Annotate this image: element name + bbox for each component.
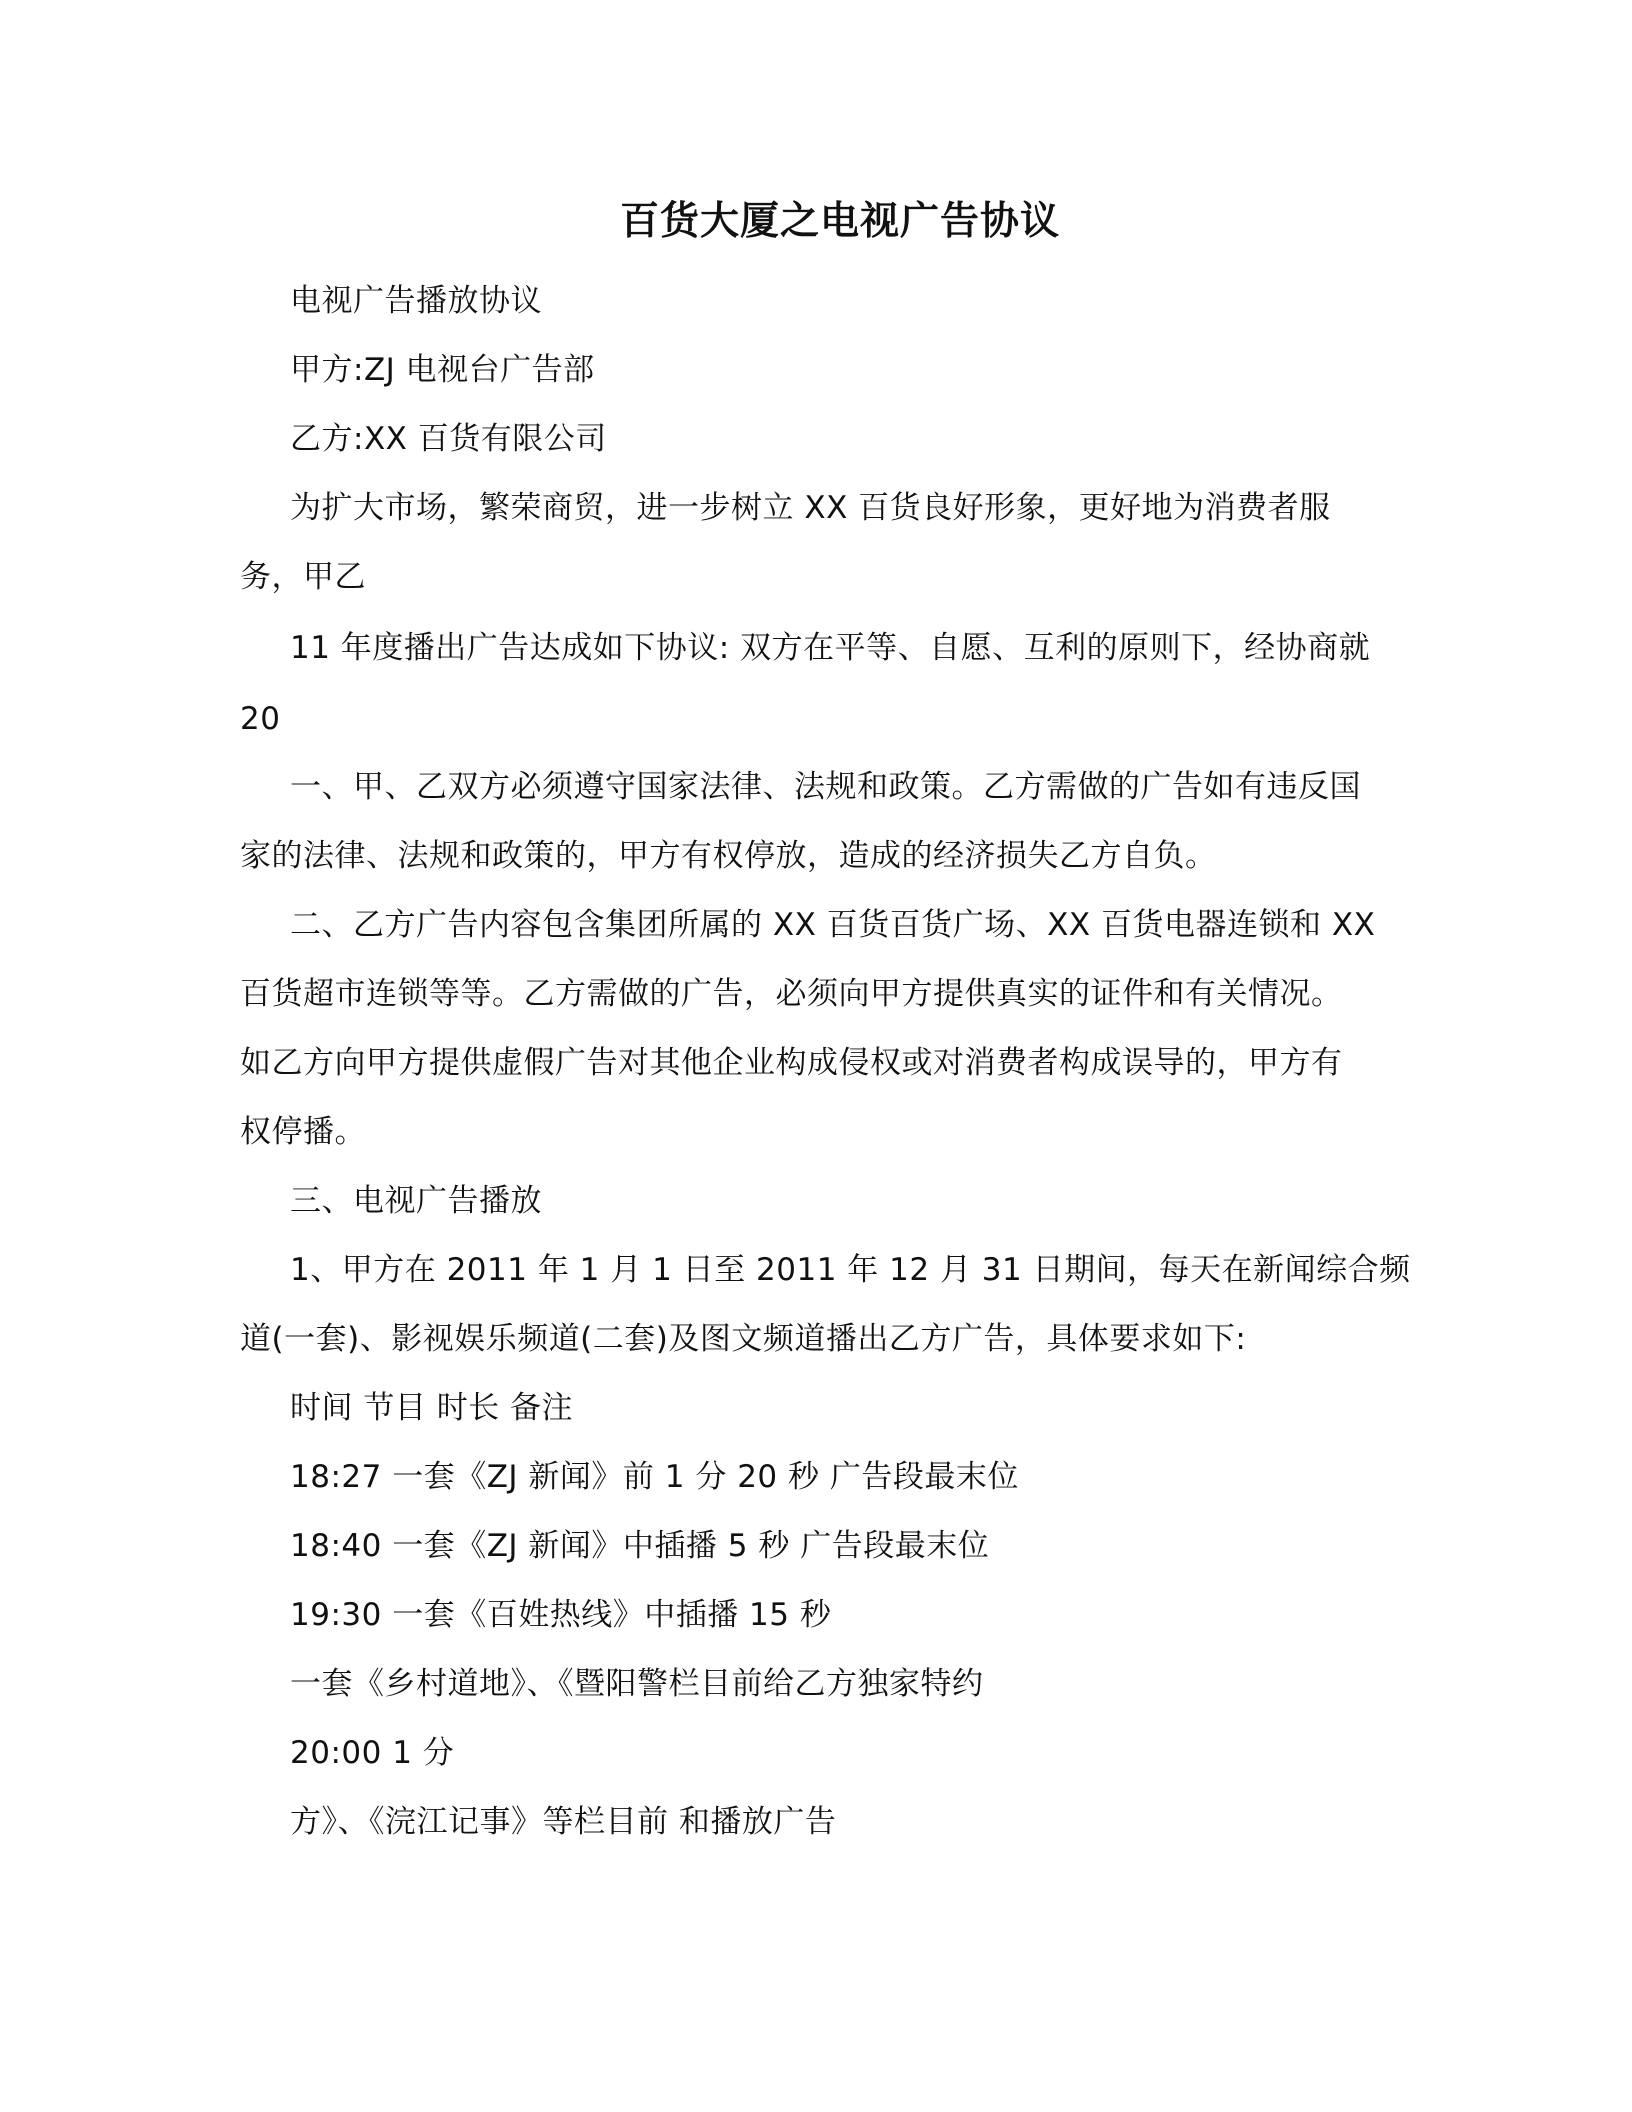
doc-line-party-a: 甲方:ZJ 电视台广告部 — [290, 352, 595, 388]
doc-line-schedule-row-2: 18:40 一套《ZJ 新闻》中插播 5 秒 广告段最末位 — [290, 1528, 990, 1564]
doc-line-schedule-row-3: 19:30 一套《百姓热线》中插播 15 秒 — [290, 1597, 832, 1633]
doc-line-schedule-row-4: 一套《乡村道地》、《暨阳警栏目前给乙方独家特约 — [290, 1666, 984, 1702]
doc-line-schedule-header: 时间 节目 时长 备注 — [290, 1390, 574, 1426]
doc-line-party-b: 乙方:XX 百货有限公司 — [290, 421, 607, 457]
doc-line-section-3: 三、电视广告播放 — [290, 1183, 542, 1219]
doc-line-clause-2b: 百货超市连锁等等。乙方需做的广告，必须向甲方提供真实的证件和有关情况。 — [240, 976, 1343, 1012]
doc-line-schedule-row-6: 方》、《浣江记事》等栏目前 和播放广告 — [290, 1804, 837, 1840]
doc-line-clause-2d: 权停播。 — [240, 1114, 366, 1150]
doc-line-clause-1a: 一、甲、乙双方必须遵守国家法律、法规和政策。乙方需做的广告如有违反国 — [290, 769, 1361, 805]
doc-line-clause-1b: 家的法律、法规和政策的，甲方有权停放，造成的经济损失乙方自负。 — [240, 838, 1217, 874]
doc-line-item-1b: 道(一套)、影视娱乐频道(二套)及图文频道播出乙方广告，具体要求如下: — [240, 1321, 1247, 1357]
doc-line-subtitle: 电视广告播放协议 — [290, 283, 542, 319]
doc-line-schedule-row-1: 18:27 一套《ZJ 新闻》前 1 分 20 秒 广告段最末位 — [290, 1459, 1019, 1495]
doc-line-preamble-2: 务，甲乙 — [240, 559, 366, 595]
doc-line-preamble-3: 11 年度播出广告达成如下协议: 双方在平等、自愿、互利的原则下，经协商就 — [290, 630, 1371, 666]
doc-line-clause-2c: 如乙方向甲方提供虚假广告对其他企业构成侵权或对消费者构成误导的，甲方有 — [240, 1045, 1343, 1081]
doc-line-schedule-row-5: 20:00 1 分 — [290, 1735, 455, 1771]
doc-line-item-1a: 1、甲方在 2011 年 1 月 1 日至 2011 年 12 月 31 日期间，每天在新闻综合频 — [290, 1252, 1411, 1288]
document-title: 百货大厦之电视广告协议 — [619, 199, 1060, 244]
doc-line-preamble-1: 为扩大市场，繁荣商贸，进一步树立 XX 百货良好形象，更好地为消费者服 — [290, 490, 1331, 526]
doc-line-clause-2a: 二、乙方广告内容包含集团所属的 XX 百货百货广场、XX 百货电器连锁和 XX — [290, 907, 1376, 943]
doc-line-preamble-4: 20 — [240, 701, 281, 737]
